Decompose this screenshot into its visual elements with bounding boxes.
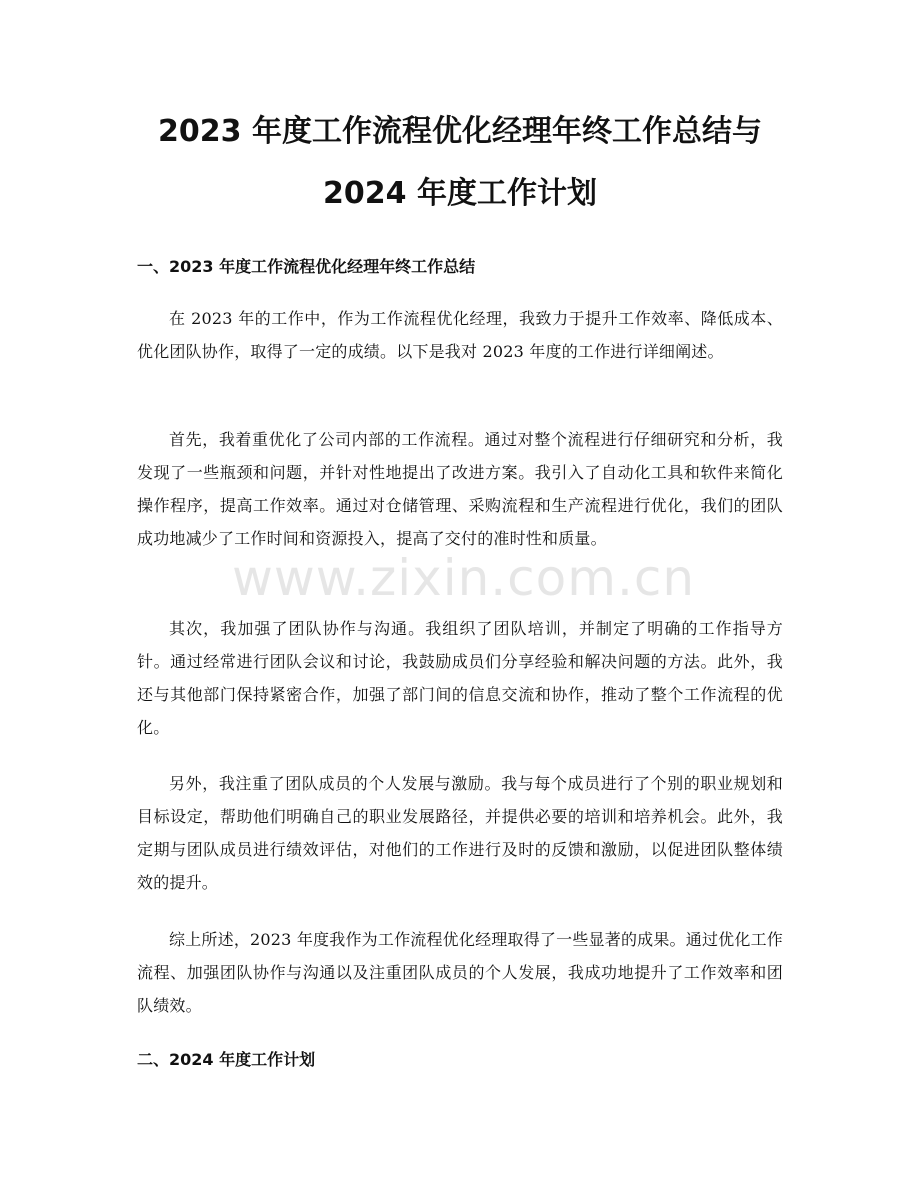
document-title-line-1: 2023 年度工作流程优化经理年终工作总结与 [158,114,762,149]
document-title-line-2: 2024 年度工作计划 [323,176,597,211]
watermark-text: www.zixin.com.cn [232,549,696,607]
paragraph-team-collaboration: 其次，我加强了团队协作与沟通。我组织了团队培训，并制定了明确的工作指导方针。通过经常进行团队会议和讨论，我鼓励成员们分享经验和解决问题的方法。此外，我还与其他部门保持紧密合作，加强了部门间的信息交流和协作，推动了整个工作流程的优化。 [137,619,783,737]
section-heading-plan: 二、2024 年度工作计划 [137,1050,316,1069]
paragraph-intro: 在 2023 年的工作中，作为工作流程优化经理，我致力于提升工作效率、降低成本、优化团队协作，取得了一定的成绩。以下是我对 2023 年度的工作进行详细阐述。 [137,309,783,361]
paragraph-conclusion: 综上所述，2023 年度我作为工作流程优化经理取得了一些显著的成果。通过优化工作流程、加强团队协作与沟通以及注重团队成员的个人发展，我成功地提升了工作效率和团队绩效。 [137,930,783,1015]
section-heading-summary: 一、2023 年度工作流程优化经理年终工作总结 [137,257,476,276]
paragraph-personal-development: 另外，我注重了团队成员的个人发展与激励。我与每个成员进行了个别的职业规划和目标设定，帮助他们明确自己的职业发展路径，并提供必要的培训和培养机会。此外，我定期与团队成员进行绩效评估，对他们的工作进行及时的反馈和激励，以促进团队整体绩效的提升。 [137,774,783,892]
paragraph-workflow-optimization: 首先，我着重优化了公司内部的工作流程。通过对整个流程进行仔细研究和分析，我发现了一些瓶颈和问题，并针对性地提出了改进方案。我引入了自动化工具和软件来简化操作程序，提高工作效率。通过对仓储管理、采购流程和生产流程进行优化，我们的团队成功地减少了工作时间和资源投入，提高了交付的准时性和质量。 [137,430,783,548]
